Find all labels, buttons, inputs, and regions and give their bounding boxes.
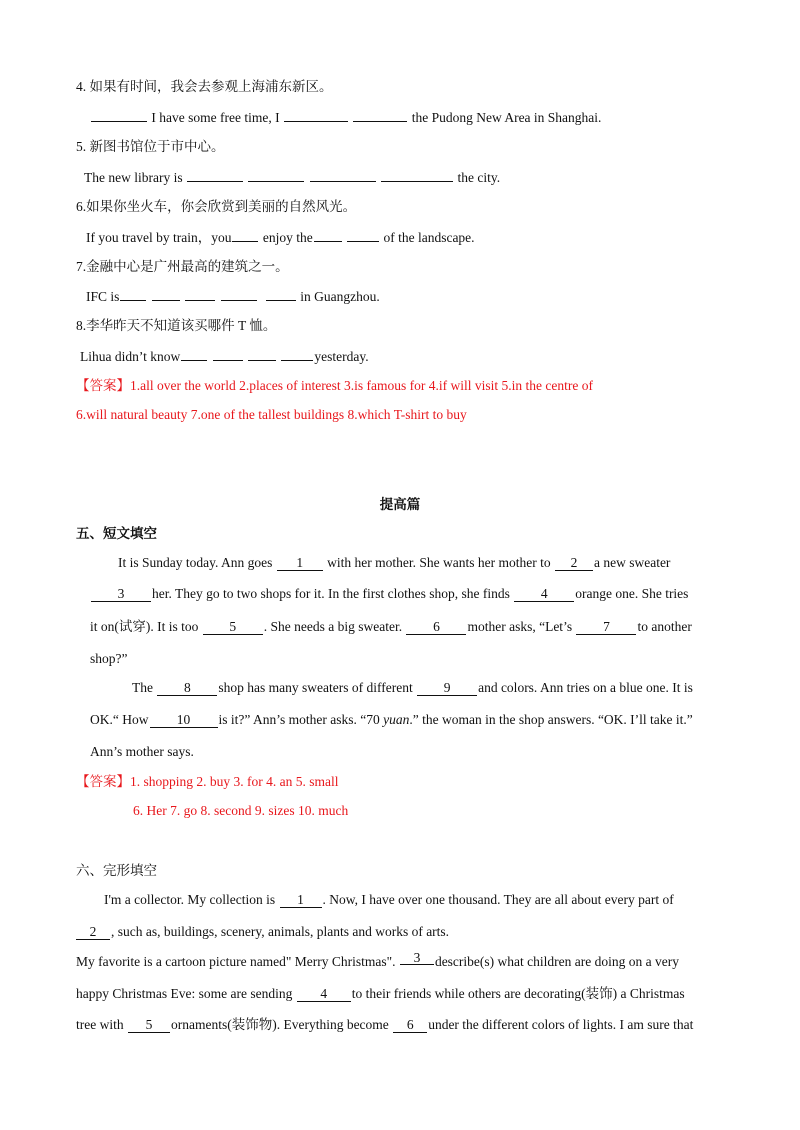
q4-chinese: 4. 如果有时间，我会去参观上海浦东新区。 — [76, 79, 333, 94]
blank-numbered[interactable]: 1 — [277, 556, 323, 571]
blank[interactable] — [353, 108, 407, 122]
passage-text: The — [132, 680, 153, 695]
cloze-text: to their friends while others are decorating(装饰) a Christmas — [351, 986, 685, 1001]
passage-text: her. They go to two shops for it. In the first clothes shop, she finds — [152, 586, 510, 601]
answer-key-translation-2: 6.will natural beauty 7.one of the tallest buildings 8.which T-shirt to buy — [76, 407, 467, 422]
cloze-line — [76, 1016, 693, 1034]
q8-sentence — [80, 347, 369, 366]
q6-text-c: of the landscape. — [383, 230, 475, 245]
blank[interactable] — [248, 347, 276, 361]
cloze-text: My favorite is a cartoon picture named" Merry Christmas". — [76, 954, 396, 969]
q4-text-b: the Pudong New Area in Shanghai. — [411, 110, 602, 125]
blank-numbered[interactable]: 3 — [400, 951, 434, 965]
q8-chinese: 8.李华昨天不知道该买哪件 T 恤。 — [76, 318, 277, 333]
passage-text-italic: yuan — [383, 712, 410, 727]
blank[interactable] — [213, 347, 243, 361]
passage-text: mother asks, “Let’s — [467, 619, 573, 634]
blank[interactable] — [266, 287, 296, 301]
cloze-text: . Now, I have over one thousand. They are all about every part of — [322, 892, 674, 907]
passage-text: . She needs a big sweater. — [263, 619, 403, 634]
blank[interactable] — [181, 347, 207, 361]
cloze-text: happy Christmas Eve: some are sending — [76, 986, 293, 1001]
answer-key-passage-2: 6. Her 7. go 8. second 9. sizes 10. much — [133, 803, 349, 818]
passage-text: it on(试穿). It is too — [90, 619, 199, 634]
blank-numbered[interactable]: 5 — [128, 1018, 170, 1033]
blank[interactable] — [381, 168, 453, 182]
cloze-line — [104, 891, 674, 909]
blank[interactable] — [187, 168, 243, 182]
passage-text: orange one. She tries — [575, 586, 689, 601]
passage-line: shop?” — [90, 651, 128, 666]
passage-line — [118, 554, 670, 572]
passage-text: .” the woman in the shop answers. “OK. I’ll take it.” — [409, 712, 693, 727]
blank[interactable] — [347, 228, 379, 242]
section5-title: 五、短文填空 — [76, 526, 157, 541]
blank[interactable] — [248, 168, 304, 182]
passage-line — [132, 679, 693, 697]
blank[interactable] — [152, 287, 180, 301]
cloze-text: , such as, buildings, scenery, animals, plants and works of arts. — [111, 924, 450, 939]
passage-text: is it?” Ann’s mother asks. “70 — [218, 712, 380, 727]
blank-numbered[interactable]: 3 — [91, 587, 151, 602]
passage-text: OK.“ How — [90, 712, 149, 727]
blank[interactable] — [310, 168, 376, 182]
blank[interactable] — [281, 347, 313, 361]
q5-text-a: The new library is — [84, 170, 183, 185]
blank-numbered[interactable]: 8 — [157, 681, 217, 696]
q8-text-a: Lihua didn’t know — [80, 349, 181, 364]
q5-text-b: the city. — [457, 170, 501, 185]
blank-numbered[interactable]: 4 — [297, 987, 351, 1002]
q8-text-b: yesterday. — [314, 349, 369, 364]
section6-title: 六、完形填空 — [76, 863, 157, 878]
cloze-text: under the different colors of lights. I am sure that — [428, 1017, 694, 1032]
passage-text: shop has many sweaters of different — [218, 680, 413, 695]
blank-numbered[interactable]: 4 — [514, 587, 574, 602]
q7-sentence — [86, 287, 380, 306]
cloze-text: describe(s) what children are doing on a very — [434, 954, 679, 969]
passage-line — [90, 711, 693, 729]
passage-line — [90, 585, 688, 603]
q7-text-b: in Guangzhou. — [300, 289, 380, 304]
blank-numbered[interactable]: 10 — [150, 713, 218, 728]
cloze-line — [76, 985, 685, 1003]
blank-numbered[interactable]: 2 — [555, 556, 593, 571]
passage-text: It is Sunday today. Ann goes — [118, 555, 273, 570]
cloze-line — [76, 923, 449, 941]
blank-numbered[interactable]: 6 — [406, 620, 466, 635]
cloze-text: ornaments(装饰物). Everything become — [170, 1017, 389, 1032]
q6-chinese: 6.如果你坐火车，你会欣赏到美丽的自然风光。 — [76, 199, 357, 214]
q4-text-a: I have some free time, I — [151, 110, 280, 125]
blank[interactable] — [185, 287, 215, 301]
blank-numbered[interactable]: 2 — [76, 925, 110, 940]
answer-key-passage-1: 【答案】1. shopping 2. buy 3. for 4. an 5. small — [76, 774, 339, 789]
q7-text-a: IFC is — [86, 289, 120, 304]
passage-text: a new sweater — [593, 555, 671, 570]
blank-numbered[interactable]: 7 — [576, 620, 636, 635]
blank[interactable] — [120, 287, 146, 301]
blank[interactable] — [284, 108, 348, 122]
q6-text-b: enjoy the — [262, 230, 313, 245]
blank[interactable] — [91, 108, 147, 122]
q6-text-a: If you travel by train，you — [86, 230, 232, 245]
blank-numbered[interactable]: 9 — [417, 681, 477, 696]
q5-sentence — [84, 168, 500, 187]
blank[interactable] — [314, 228, 342, 242]
blank[interactable] — [232, 228, 258, 242]
cloze-line — [76, 950, 679, 971]
passage-text: to another — [637, 619, 692, 634]
cloze-text: I'm a collector. My collection is — [104, 892, 276, 907]
section-heading: 提高篇 — [379, 497, 421, 512]
passage-text: and colors. Ann tries on a blue one. It is — [478, 680, 693, 695]
answer-key-translation-1: 【答案】1.all over the world 2.places of interest 3.is famous for 4.if will visit 5.in the centre of — [76, 378, 594, 393]
q7-chinese: 7.金融中心是广州最高的建筑之一。 — [76, 259, 289, 274]
blank-numbered[interactable]: 5 — [203, 620, 263, 635]
passage-line: Ann’s mother says. — [90, 744, 194, 759]
q4-sentence — [90, 108, 601, 127]
passage-text: with her mother. She wants her mother to — [327, 555, 551, 570]
blank[interactable] — [221, 287, 257, 301]
q6-sentence — [86, 228, 475, 247]
passage-line — [90, 618, 692, 636]
cloze-text: tree with — [76, 1017, 124, 1032]
q5-chinese: 5. 新图书馆位于市中心。 — [76, 139, 225, 154]
blank-numbered[interactable]: 1 — [280, 893, 322, 908]
blank-numbered[interactable]: 6 — [393, 1018, 427, 1033]
